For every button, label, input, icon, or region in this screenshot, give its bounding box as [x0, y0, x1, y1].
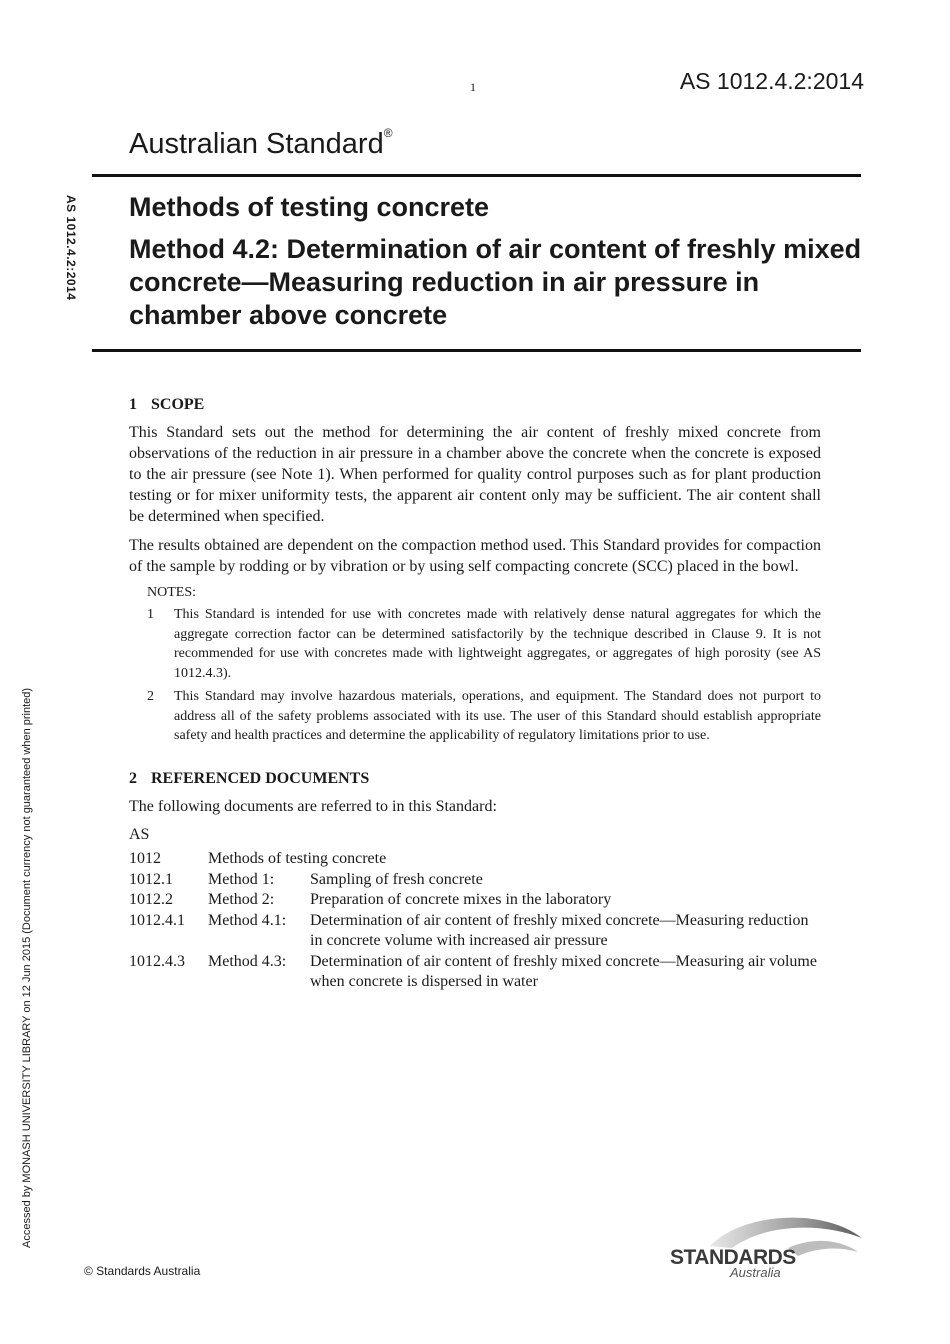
copyright: © Standards Australia — [84, 1264, 201, 1278]
ref-code: 1012 — [129, 850, 161, 867]
notes-label: NOTES: — [147, 585, 196, 600]
section-title: SCOPE — [151, 396, 205, 413]
document-body — [129, 396, 821, 993]
top-rule — [92, 174, 861, 177]
ref-method: Method 4.3: — [208, 952, 287, 970]
ref-method: Method 2: — [208, 891, 275, 908]
note-number: 2 — [147, 689, 154, 704]
method-title: Method 4.2: Determination of air content of freshly mixed concrete—Measuring reduction in air pressure in chamber above concrete — [129, 234, 862, 330]
ref-method: Methods of testing concrete — [208, 850, 387, 867]
ref-method: Method 1: — [208, 870, 275, 888]
brand-title — [129, 128, 393, 161]
ref-description: Determination of air content of freshly mixed concrete—Measuring air volume when concrete is dispersed in water — [310, 952, 817, 990]
table-row — [129, 849, 821, 870]
note-text: This Standard may involve hazardous materials, operations, and equipment. The Standard does not purport to address all of the safety problems associated with its use. The user of this Standard should establish appropriate safety and health practices and determine the applicability of regulatory limitations prior to use. — [174, 689, 821, 743]
side-standard-code: AS 1012.4.2:2014 — [64, 195, 78, 301]
brand-text: Australian Standard — [129, 128, 384, 160]
ref-code: 1012.2 — [129, 891, 173, 908]
table-row — [129, 911, 821, 952]
scope-paragraph-1: This Standard sets out the method for determining the air content of freshly mixed concrete from observations of the reduction in air pressure in a chamber above the concrete when the concrete is exposed to the air pressure (see Note 1). When performed for quality control purposes such as for plant production testing or for mixer uniformity tests, the apparent air content only may be sufficient. The air content shall be determined when specified. — [129, 424, 821, 525]
note-item — [147, 605, 821, 683]
document-title: Methods of testing concrete — [129, 192, 490, 222]
title-block — [129, 190, 869, 332]
page-number: 1 — [470, 80, 476, 94]
ref-description: Sampling of fresh concrete — [310, 870, 483, 888]
swoosh-inner-icon — [788, 1241, 858, 1256]
table-row — [129, 870, 821, 891]
section-number: 1 — [129, 396, 137, 413]
bottom-rule — [92, 349, 861, 352]
section-heading-scope — [129, 396, 821, 414]
ref-method: Method 4.1: — [208, 911, 287, 929]
note-text: This Standard is intended for use with concretes made with relatively dense natural aggregates for which the aggregate correction factor can be determined satisfactorily by the technique described in Clause 9. It is not recommended for use with concretes made with lightweight aggregates, or aggregates of high porosity (see AS 1012.4.3). — [174, 607, 821, 681]
references-table — [129, 849, 821, 993]
references-intro: The following documents are referred to in this Standard: — [129, 797, 497, 815]
scope-paragraph-2: The results obtained are dependent on the compaction method used. This Standard provides for compaction of the sample by rodding or by vibration or by using self compacting concrete (SCC) placed in the bowl. — [129, 537, 821, 575]
registered-mark: ® — [383, 126, 393, 140]
ref-code: 1012.1 — [129, 870, 173, 888]
section-title: REFERENCED DOCUMENTS — [151, 769, 370, 787]
table-row — [129, 952, 821, 993]
table-row — [129, 890, 821, 911]
access-notice: Accessed by MONASH UNIVERSITY LIBRARY on 12 Jun 2015 (Document currency not guaranteed when printed) — [21, 687, 33, 1248]
standards-australia-logo — [670, 1208, 870, 1280]
logo-text-australia: Australia — [730, 1265, 781, 1280]
note-item — [147, 687, 821, 746]
ref-code: 1012.4.3 — [129, 952, 185, 970]
ref-description: Determination of air content of freshly mixed concrete—Measuring reduction in concrete volume with increased air pressure — [310, 911, 809, 949]
ref-code: 1012.4.1 — [129, 911, 185, 929]
note-number: 1 — [147, 607, 154, 622]
ref-description: Preparation of concrete mixes in the laboratory — [310, 891, 612, 908]
references-prefix: AS — [129, 825, 150, 843]
logo-text-standards: STANDARDS — [670, 1246, 796, 1269]
section-number: 2 — [129, 769, 137, 787]
section-heading-references — [129, 770, 821, 788]
standard-number: AS 1012.4.2:2014 — [679, 68, 864, 94]
